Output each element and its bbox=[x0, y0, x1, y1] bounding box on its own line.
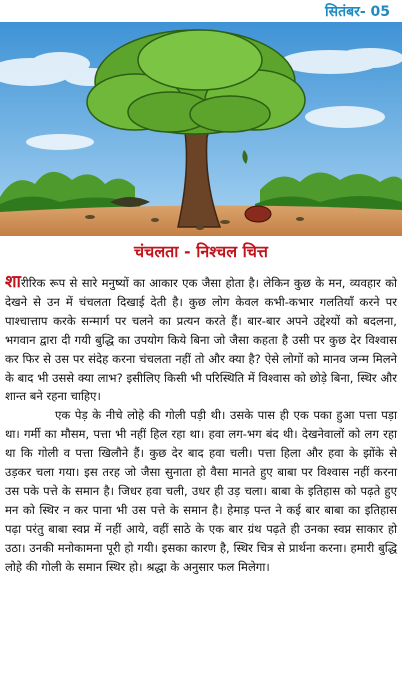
iron-ball-icon bbox=[245, 206, 271, 222]
article-body bbox=[5, 274, 397, 577]
paragraph-2-text: एक पेड़ के नीचे लोहे की गोली पड़ी थी। उसके पास ही एक पका हुआ पत्ता पड़ा था। गर्मी का मौसम, पत्ता भी नहीं हिल रहा था। हवा लग-भग बंद थी। देखनेवालों को लग रहा था कि गोली व पत्ता खिलौने हैं। कुछ देर बाद हवा चली। पत्ता हिला और हवा के झोंके से उड़कर चला गया। इस तरह जो जैसा सुनाता हो वैसा मानते हुए बाबा पर विश्वास नहीं करना उस पके पत्ते के समान है। जिधर हवा चली, उधर ही उड़ चला। बाबा के इतिहास को पढ़ते हुए मन को स्थिर न कर पाना भी उस पत्ते के समान है। हेमाड़ पन्त ने कई बार बाबा का इतिहास पढ़ा परंतु बाबा स्वप्न में नहीं आये, वहीं साठे के एक बार ग्रंथ पढ़ते ही उनका स्वप्न साकार हो उठा। उनकी मनोकामना पूरी हो गयी। इसका कारण है, स्थिर चित्र से प्रार्थना करना। हमारी बुद्धि लोहे की गोली के समान स्थिर हो। श्रद्धा के अनुसार फल मिलेगा। bbox=[5, 408, 397, 574]
paragraph-2 bbox=[5, 406, 397, 576]
month-label: सितंबर- 05 bbox=[325, 4, 390, 20]
drop-cap: शा bbox=[5, 272, 21, 292]
tree-illustration bbox=[0, 22, 402, 236]
article-title: चंचलता - निश्चल चित्त bbox=[134, 242, 268, 261]
paragraph-1 bbox=[5, 274, 397, 406]
page-header bbox=[0, 0, 402, 22]
paragraph-1-text: रीरिक रूप से सारे मनुष्यों का आकार एक जैसा होता है। लेकिन कुछ के मन, व्यवहार को देखने से उन में चंचलता दिखाई देती है। कुछ लोग केवल कभी-कभार गलतियाँ करने पर पाश्चात्ताप करके सन्मार्ग पर चलने का प्रत्यन करते हैं। बार-बार अपने उद्देश्यों को बदलना, भगवान द्वारा दी गयी बुद्धि का उपयोग किये बिना जो जैसा कहता है उसी पर कुछ देर विश्वास कर फिर से उस पर संदेह करना चंचलता नहीं तो और क्या है? ऐसे लोगों को मानव जन्म मिलने के बाद भी उससे क्या लाभ? इसीलिए किसी भी परिस्थिति में विश्वास को छोड़े बिना, स्थिर और शान्त बने रहना चाहिए। bbox=[5, 276, 397, 404]
